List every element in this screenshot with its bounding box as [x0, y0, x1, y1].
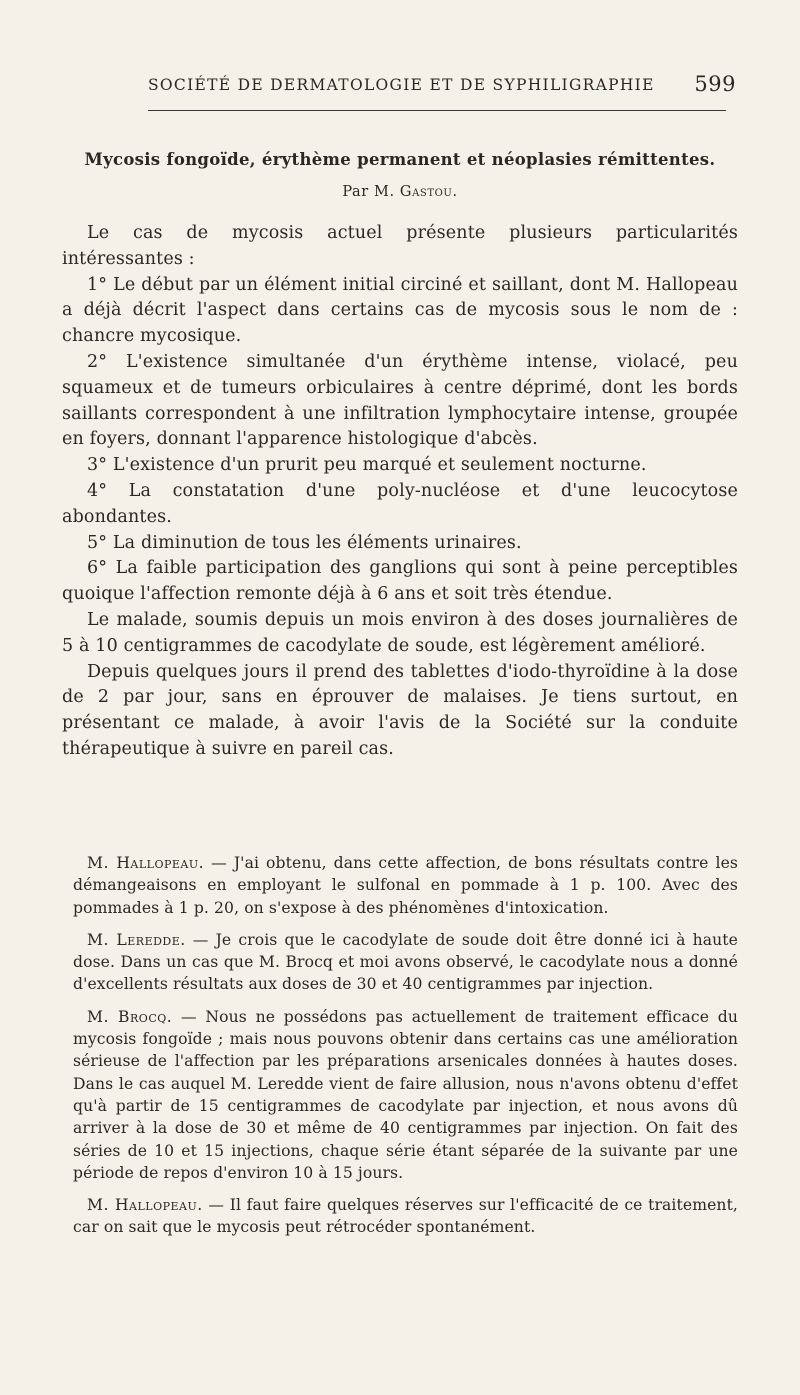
body-paragraph: Le cas de mycosis actuel présente plusieurs particularités intéressantes :: [62, 223, 738, 269]
body-paragraph: Depuis quelques jours il prend des tablettes d'iodo-thyroïdine à la dose de 2 par jour, sans en éprouver de malaises. Je tiens surtout, en présentant ce malade, à avoir l'avis de la Société sur la conduite thérapeutique à suivre en pareil cas.: [62, 661, 738, 759]
article-title: Mycosis fongoïde, érythème permanent et néoplasies rémittentes.: [84, 150, 716, 169]
body-paragraph: 6° La faible participation des ganglions qui sont à peine perceptibles quoique l'affection remonte déjà à 6 ans et soit très étendue.: [62, 558, 738, 605]
speaker-name: M. Hallopeau.: [87, 1196, 203, 1215]
remark-text: — Je crois que le cacodylate de soude doit être donné ici à haute dose. Dans un cas que M. Brocq et moi avons observé, le cacodylate nous a donné d'excellents résultats aux doses de 30 et 40 centigrammes par injection.: [73, 930, 738, 994]
running-head: [148, 72, 738, 102]
byline-prefix: Par M.: [342, 184, 395, 200]
running-title: SOCIÉTÉ DE DERMATOLOGIE ET DE SYPHILIGRAPHIE: [148, 76, 655, 94]
discussion-remark: [73, 929, 738, 996]
speaker-name: M. Leredde.: [87, 930, 186, 949]
body-paragraph: 3° L'existence d'un prurit peu marqué et seulement nocturne.: [87, 455, 647, 476]
page-number: 599: [694, 72, 736, 96]
speaker-name: M. Brocq.: [87, 1007, 173, 1026]
remark-text: — Il faut faire quelques réserves sur l'efficacité de ce traitement, car on sait que le mycosis peut rétrocéder spontanément.: [73, 1196, 738, 1237]
speaker-name: M. Hallopeau.: [87, 854, 205, 872]
byline: [0, 184, 800, 200]
article-body: [62, 221, 738, 763]
discussion-remark: [73, 852, 738, 919]
body-paragraph: 2° L'existence simultanée d'un érythème intense, violacé, peu squameux et de tumeurs orbiculaires à centre déprimé, dont les bords saillants correspondent à une infiltration lymphocytaire intense, groupée en foyers, donnant l'apparence histologique d'abcès.: [62, 351, 738, 450]
header-rule: [148, 110, 726, 111]
byline-author: Gastou.: [399, 184, 458, 200]
body-paragraph: Le malade, soumis depuis un mois environ à des doses journalières de 5 à 10 centigrammes de cacodylate de soude, est légèrement amélioré.: [62, 609, 738, 656]
body-paragraph: 5° La diminution de tous les éléments urinaires.: [87, 532, 522, 553]
discussion-remark: [73, 1006, 738, 1184]
body-paragraph: 4° La constatation d'une poly-nucléose et d'une leucocytose abondantes.: [62, 480, 738, 527]
remark-text: — J'ai obtenu, dans cette affection, de bons résultats contre les démangeaisons en employant le sulfonal en pommade à 1 p. 100. Avec des pommades à 1 p. 20, on s'expose à des phénomènes d'intoxication.: [73, 854, 739, 917]
body-paragraph: 1° Le début par un élément initial circiné et saillant, dont M. Hallopeau a déjà décrit l'aspect dans certains cas de mycosis sous le nom de : chancre mycosique.: [62, 274, 738, 347]
discussion-remark: [73, 1194, 738, 1239]
remark-text: — Nous ne possédons pas actuellement de traitement efficace du mycosis fongoïde ; mais nous pouvons obtenir dans certains cas une amélioration sérieuse de l'affection par les préparations arsenicales données à hautes doses. Dans le cas auquel M. Leredde vient de faire allusion, nous n'avons obtenu d'effet qu'à partir de 15 centigrammes de cacodylate par injection, et nous avons dû arriver à la dose de 30 et même de 40 centigrammes par injection. On fait des séries de 10 et 15 injections, chaque série étant séparée de la suivante par une période de repos d'environ 10 à 15 jours.: [73, 1007, 738, 1182]
discussion: [73, 852, 738, 1249]
